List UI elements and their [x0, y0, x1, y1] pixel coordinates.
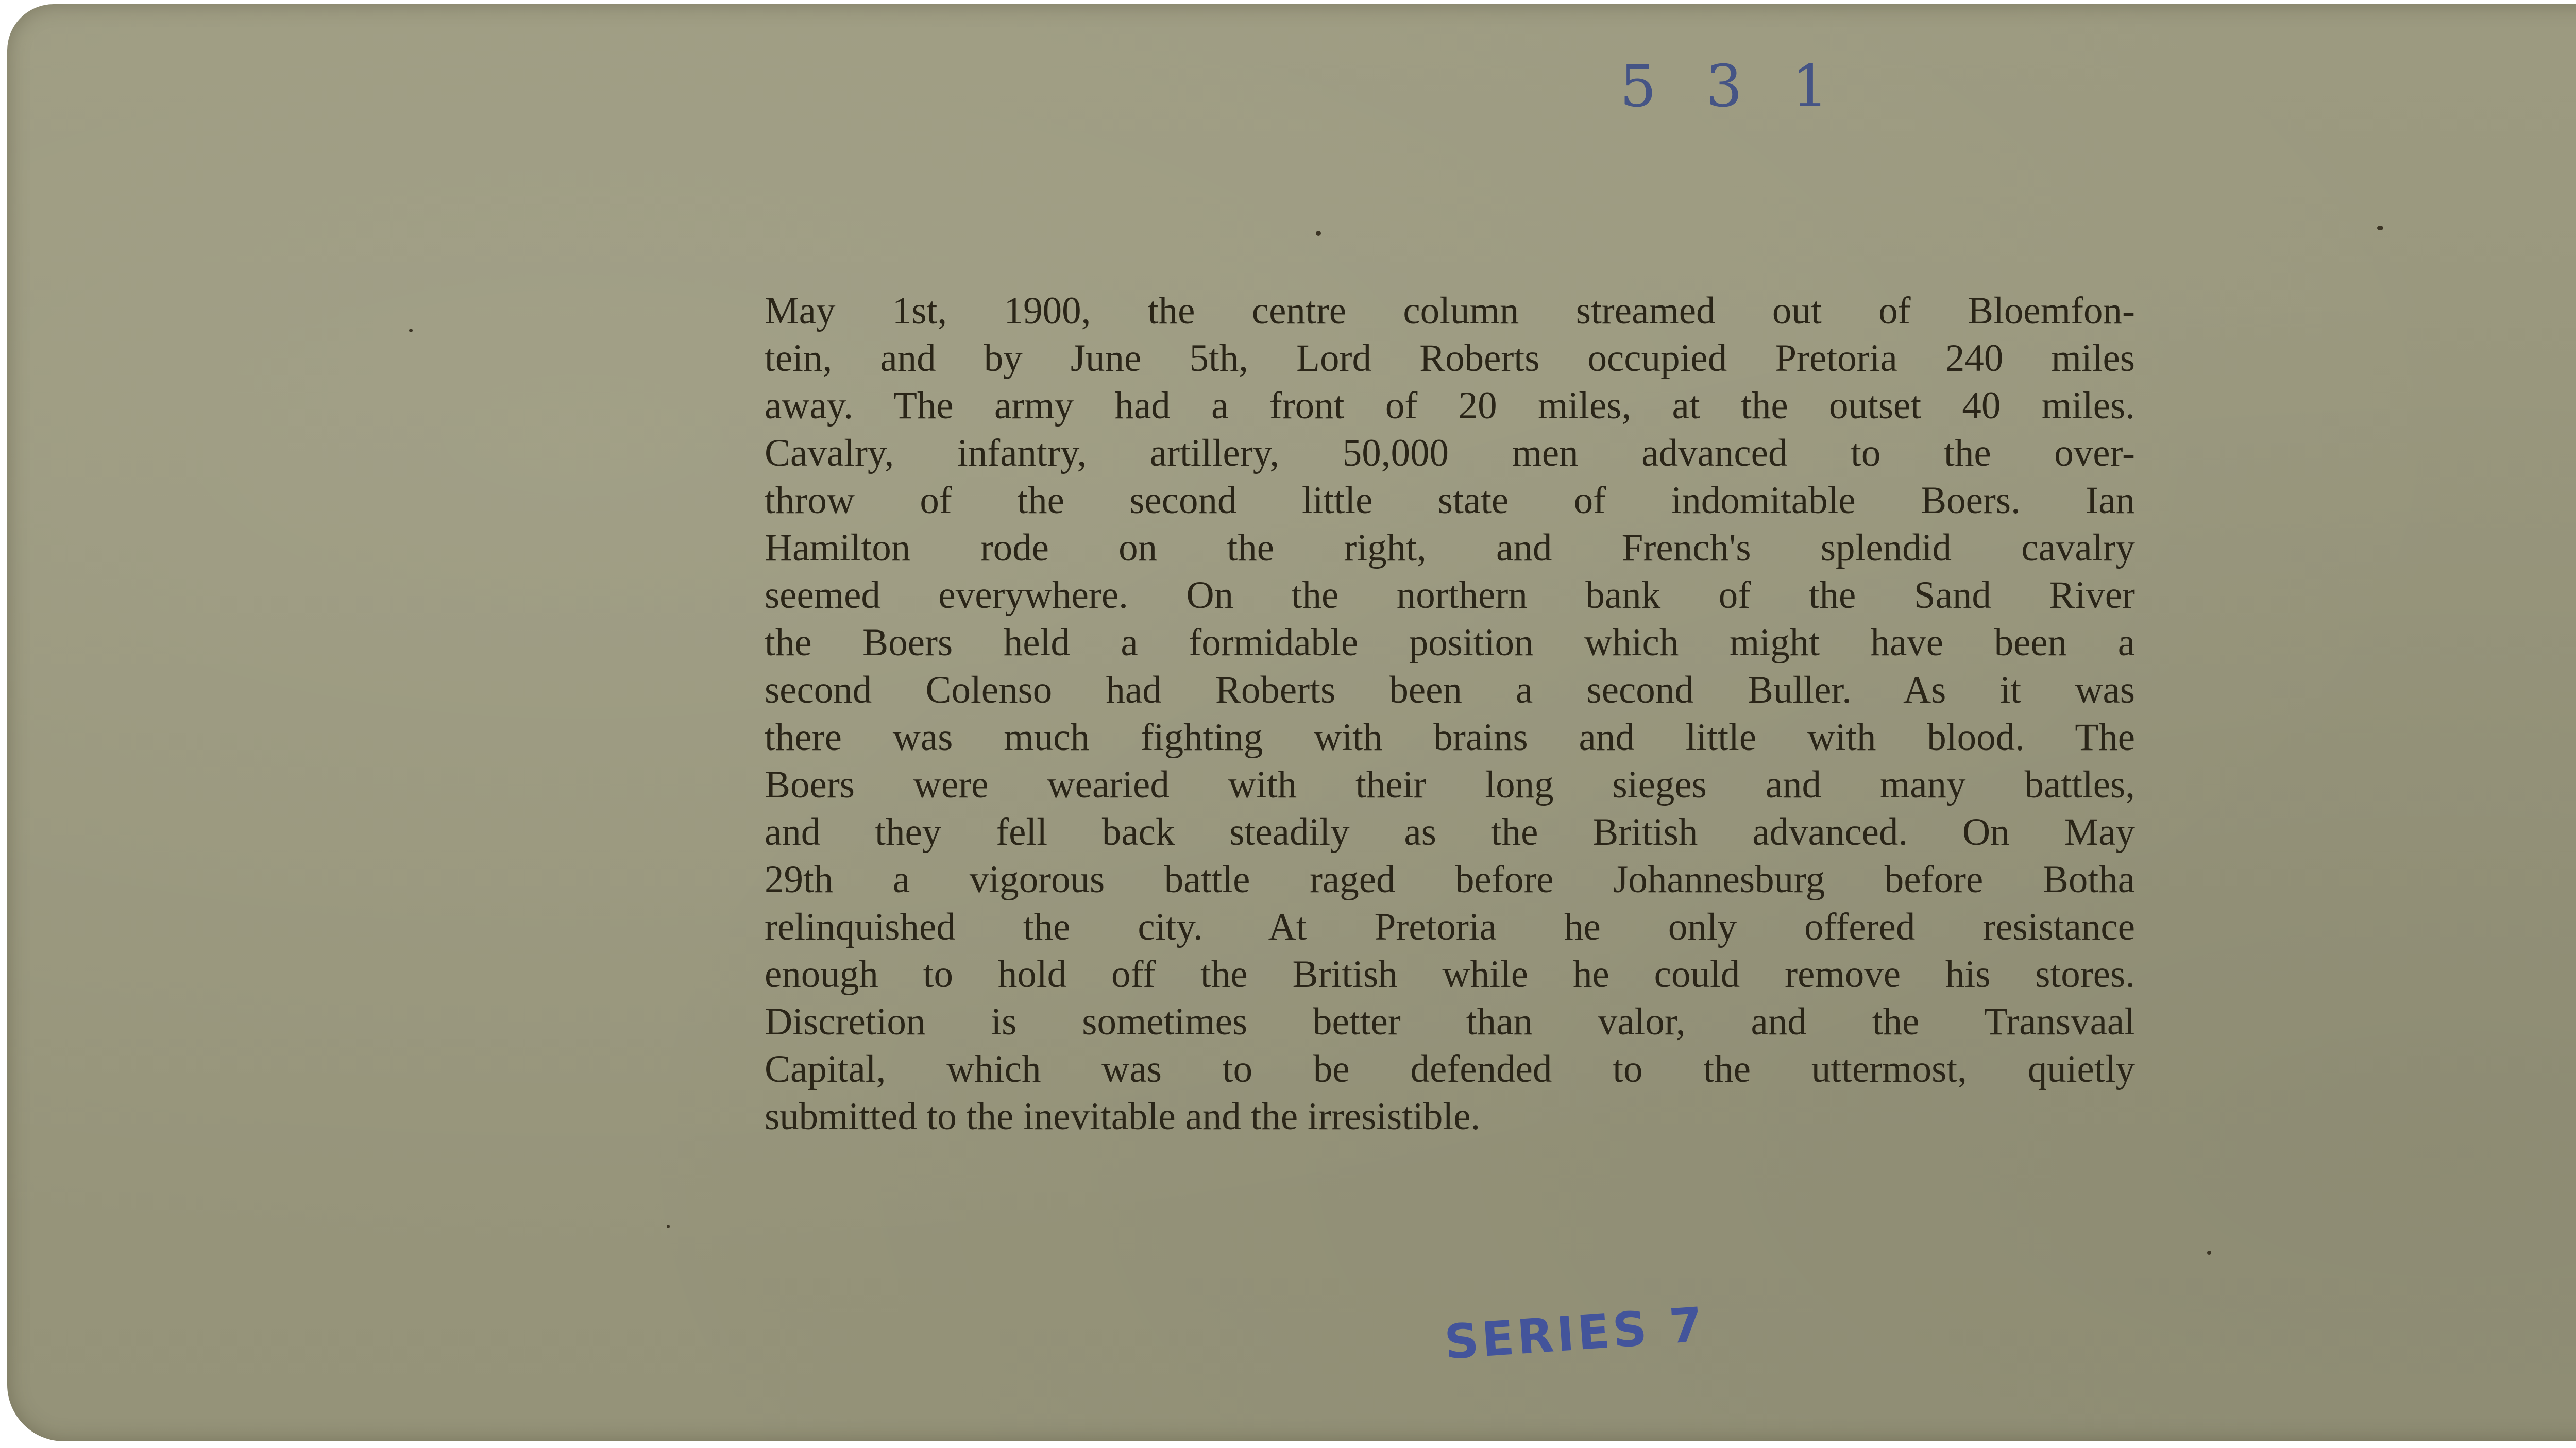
- caption-line: there was much fighting with brains and little with blood. The: [765, 716, 2135, 759]
- caption-line: relinquished the city. At Pretoria he only offered resistance: [765, 906, 2135, 948]
- caption-text: [765, 287, 2135, 1140]
- caption-line: tein, and by June 5th, Lord Roberts occupied Pretoria 240 miles: [765, 337, 2135, 380]
- caption-line: Discretion is sometimes better than valor, and the Transvaal: [765, 1000, 2135, 1043]
- caption-line: Boers were wearied with their long sieges and many battles,: [765, 763, 2135, 806]
- paper-speck: [667, 1225, 670, 1228]
- caption-line: Cavalry, infantry, artillery, 50,000 men advanced to the over-: [765, 432, 2135, 474]
- caption-line: submitted to the inevitable and the irresistible.: [765, 1095, 1481, 1138]
- card-number-stamp: 5 3 1: [1620, 53, 1844, 120]
- caption-line: the Boers held a formidable position which might have been a: [765, 621, 2135, 664]
- caption-line: Hamilton rode on the right, and French's splendid cavalry: [765, 526, 2135, 569]
- paper-speck: [2377, 226, 2383, 230]
- caption-line: enough to hold off the British while he could remove his stores.: [765, 953, 2135, 996]
- caption-line: 29th a vigorous battle raged before Johannesburg before Botha: [765, 858, 2135, 901]
- paper-speck: [409, 329, 413, 332]
- caption-line: and they fell back steadily as the British advanced. On May: [765, 811, 2135, 854]
- caption-line: throw of the second little state of indomitable Boers. Ian: [765, 479, 2135, 522]
- series-stamp: SERIES 7: [1443, 1297, 1707, 1370]
- paper-speck: [2207, 1251, 2211, 1255]
- caption-line: second Colenso had Roberts been a second Buller. As it was: [765, 669, 2135, 711]
- stereoview-card-back: [7, 4, 2576, 1441]
- caption-line: May 1st, 1900, the centre column streamed out of Bloemfon-: [765, 289, 2135, 332]
- paper-speck: [1316, 231, 1321, 236]
- caption-line: Capital, which was to be defended to the uttermost, quietly: [765, 1048, 2135, 1091]
- caption-line: seemed everywhere. On the northern bank of the Sand River: [765, 574, 2135, 617]
- caption-line: away. The army had a front of 20 miles, at the outset 40 miles.: [765, 384, 2135, 427]
